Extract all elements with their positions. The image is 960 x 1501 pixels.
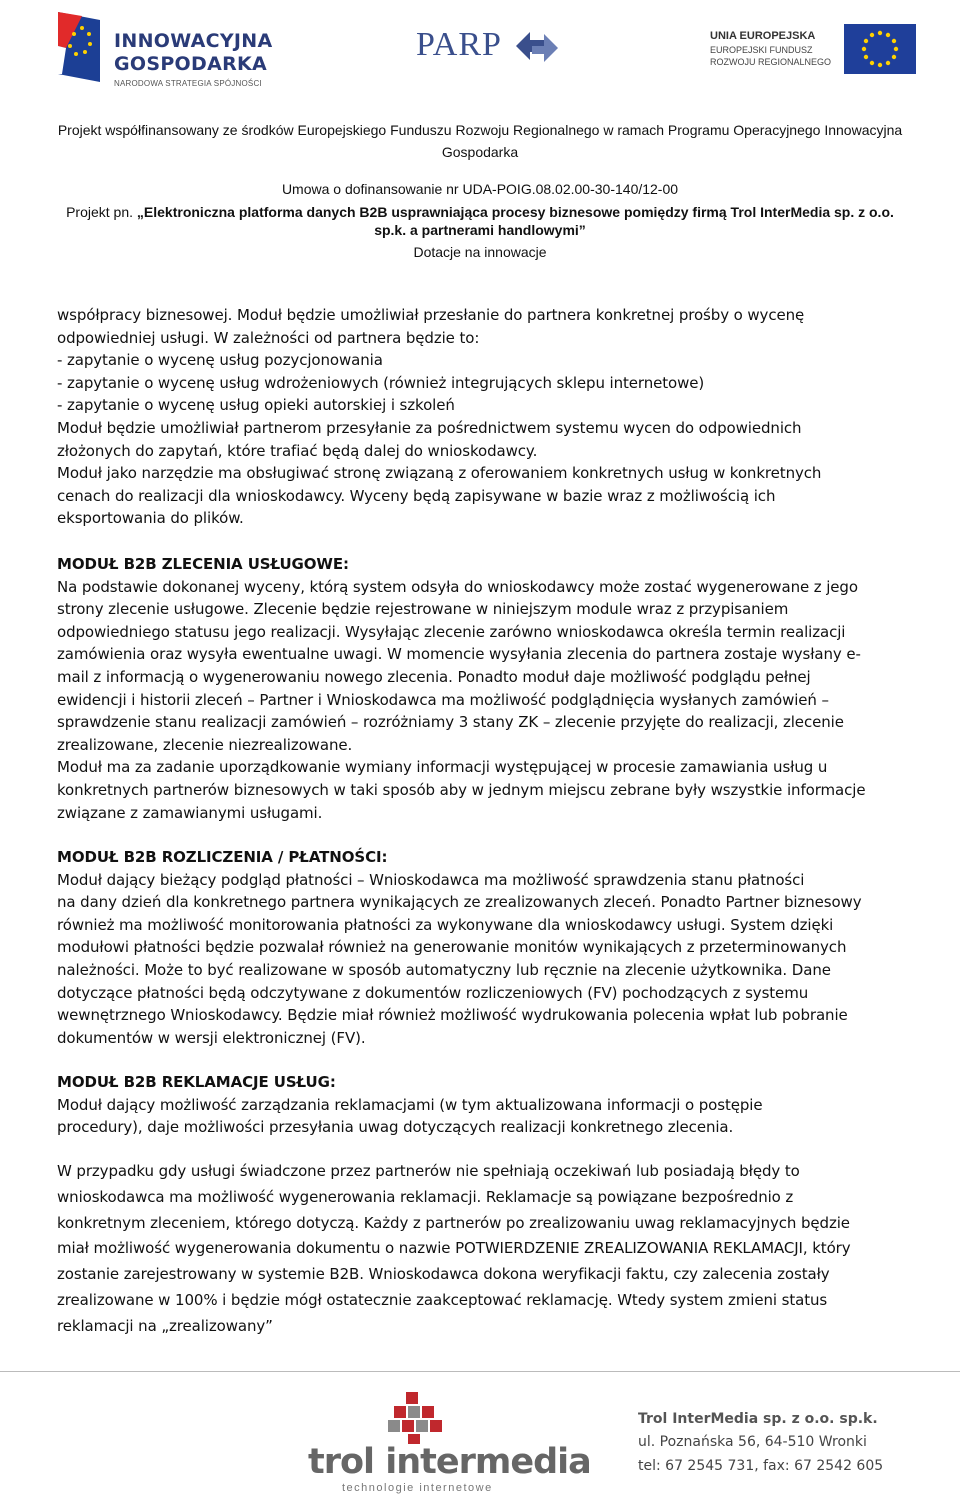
innowacyjna-flag-icon (52, 12, 100, 84)
project-name-line1 (0, 204, 960, 220)
text-line: również ma możliwość monitorowania płatności za wykonywane dla wnioskodawcy usługi. System dzięki (57, 915, 834, 934)
footer-contact: tel: 67 2545 731, fax: 67 2542 605 (638, 1458, 884, 1474)
text-line: złożonych do zapytań, które trafiać będą dalej do wnioskodawcy. (57, 441, 538, 460)
text-line: procedury), daje możliwości przesyłania uwag dotyczących realizacji konkretnego zlecenia. (57, 1118, 734, 1137)
zlecenia-heading: MODUŁ B2B ZLECENIA USŁUGOWE: (57, 555, 349, 573)
eu-line1: UNIA EUROPEJSKA (710, 30, 816, 42)
innowacyjna-line1: INNOWACYJNA (114, 30, 273, 52)
text-line: odpowiedniej usługi. W zależności od partnera będzie to: (57, 328, 480, 347)
text-line: modułowi płatności będzie pozwalał również na generowanie monitów wynikających z przeterminowanych (57, 938, 847, 957)
text-line: - zapytanie o wycenę usług wdrożeniowych (również integrujących sklepu internetowe) (57, 373, 705, 392)
text-line: - zapytanie o wycenę usług pozycjonowania (57, 351, 383, 370)
eu-logo (706, 24, 916, 80)
project-cofinancing-line1: Projekt współfinansowany ze środków Europejskiego Funduszu Rozwoju Regionalnego w ramach Programu Operacyjnego Innowacyjna (57, 122, 903, 138)
innowacyjna-line2: GOSPODARKA (114, 53, 268, 75)
project-name-line2: sp.k. a partnerami handlowymi” (374, 222, 586, 238)
text-line: eksportowania do plików. (57, 509, 244, 528)
reklamacje-heading: MODUŁ B2B REKLAMACJE USŁUG: (57, 1073, 336, 1091)
text-line: strony zlecenie usługowe. Zlecenie będzie rejestrowane w niniejszym module wraz z przypisaniem (57, 600, 789, 619)
text-line: konkretnym zleceniem, którego dotyczą. Każdy z partnerów po zrealizowaniu uwag reklamacyjnych będzie (57, 1213, 850, 1232)
project-name-prefix: Projekt pn. (66, 204, 137, 220)
text-line: Na podstawie dokonanej wyceny, którą system odsyła do wnioskodawcy może zostać wygenerowane z jego (57, 577, 858, 596)
agreement-number: Umowa o dofinansowanie nr UDA-POIG.08.02.00-30-140/12-00 (281, 181, 679, 197)
innowacyjna-line3: NARODOWA STRATEGIA SPÓJNOŚCI (114, 79, 262, 88)
text-line: dotyczące płatności będą odczytywane z dokumentów rozliczeniowych (FV) pochodzących z systemu (57, 983, 809, 1002)
text-line: Moduł dający bieżący podgląd płatności – Wnioskodawca ma możliwość sprawdzenia stanu płatności (57, 870, 805, 889)
text-line: sprawdzenie stanu realizacji zamówień – rozróżniamy 3 stany ZK – zlecenie przyjęte do realizacji, zlecenie (57, 713, 844, 732)
text-line: Moduł będzie umożliwiał partnerom przesyłanie za pośrednictwem systemu wycen do odpowiednich (57, 418, 802, 437)
footer-company: Trol InterMedia sp. z o.o. sp.k. (638, 1411, 878, 1427)
text-line: - zapytanie o wycenę usług opieki autorskiej i szkoleń (57, 396, 455, 415)
trol-logo-name: trol intermedia (308, 1442, 591, 1482)
text-line: konkretnych partnerów biznesowych w taki sposób aby w jednym miejscu zebrane były wszystkie informacje (57, 780, 866, 799)
text-line: miał możliwość wygenerowania dokumentu o nazwie POTWIERDZENIE ZREALIZOWANIA REKLAMACJI, który (57, 1239, 851, 1258)
reklamacje-section (57, 1071, 957, 1139)
footer-divider (0, 1371, 960, 1372)
text-line: W przypadku gdy usługi świadczone przez partnerów nie spełniają oczekiwań lub posiadają błędy to (57, 1162, 800, 1180)
trol-intermedia-mark-icon (384, 1392, 444, 1444)
trol-logo-tagline: technologie internetowe (342, 1482, 493, 1494)
innowacyjna-gospodarka-logo (52, 12, 292, 90)
text-line: wnioskodawca ma możliwość wygenerowania reklamacji. Reklamacje są powiązane bezpośrednio z (57, 1187, 794, 1206)
text-line: wewnętrznego Wnioskodawcy. Będzie miał również możliwość wydrukowania polecenia wpłat lub pobranie (57, 1006, 848, 1025)
footer-address: ul. Poznańska 56, 64-510 Wronki (638, 1434, 867, 1450)
text-line: współpracy biznesowej. Moduł będzie umożliwiał przesłanie do partnera konkretnej prośby o wycenę (57, 306, 805, 324)
text-line: Moduł dający możliwość zarządzania reklamacjami (w tym aktualizowana informacji o postępie (57, 1095, 763, 1114)
text-line: ewidencji i historii zleceń – Partner i Wnioskodawca ma możliwość podglądnięcia wysłanych zamówień – (57, 690, 829, 709)
text-line: odpowiedniego statusu jego realizacji. Wysyłając zlecenie zarówno wnioskodawca określa termin realizacji (57, 622, 846, 641)
eu-line3: ROZWOJU REGIONALNEGO (710, 57, 832, 67)
text-line: należności. Może to być realizowane w sposób automatyczny lub ręcznie na zlecenie użytkownika. Dane (57, 960, 831, 979)
text-line: cenach do realizacji dla wnioskodawcy. Wyceny będą zapisywane w bazie wraz z możliwością ich (57, 486, 776, 505)
text-line: zostanie zarejestrowany w systemie B2B. Wnioskodawca dokona weryfikacji faktu, czy zalecenia zostały (57, 1265, 830, 1284)
rozliczenia-section (57, 846, 957, 1049)
text-line: związane z zamawianymi usługami. (57, 803, 323, 822)
eu-line2: EUROPEJSKI FUNDUSZ (710, 45, 813, 55)
text-line: dokumentów w wersji elektronicznej (FV). (57, 1028, 366, 1047)
text-line: Moduł ma za zadanie uporządkowanie wymiany informacji występującej w procesie zamawiania usług u (57, 758, 828, 777)
parp-arrows-icon (516, 26, 558, 68)
subsidy-label: Dotacje na innowacje (413, 244, 547, 260)
text-line: zamówienia oraz wysyła ewentualne uwagi. W momencie wysyłania zlecenia do partnera zostaje wysłany e- (57, 645, 861, 664)
text-line: zrealizowane, zlecenie niezrealizowane. (57, 735, 353, 754)
project-name-title: „Elektroniczna platforma danych B2B usprawniająca procesy biznesowe pomiędzy firmą Trol InterMedia sp. z o.o. (136, 204, 894, 220)
text-line: Moduł jako narzędzie ma obsługiwać stronę związaną z oferowaniem konkretnych usług w konkretnych (57, 464, 822, 483)
reklamacje-details (57, 1159, 957, 1340)
eu-flag-icon (844, 24, 916, 74)
zlecenia-section (57, 553, 957, 824)
text-line: na dany dzień dla konkretnego partnera wynikających ze zrealizowanych zleceń. Ponadto Partner biznesowy (57, 893, 862, 912)
text-line: mail z informacją o wygenerowaniu nowego zlecenia. Ponadto moduł daje możliwość podglądu pełnej (57, 667, 811, 686)
project-cofinancing-line2: Gospodarka (441, 144, 519, 160)
rozliczenia-heading: MODUŁ B2B ROZLICZENIA / PŁATNOŚCI: (57, 848, 388, 866)
trol-intermedia-logo (306, 1390, 591, 1498)
text-line: zrealizowane w 100% i będzie mógł ostatecznie zaakceptować reklamację. Wtedy system zmieni status (57, 1290, 828, 1309)
text-line: reklamacji na „zrealizowany” (57, 1316, 273, 1335)
intro-section (57, 304, 957, 530)
parp-logo-text: PARP (416, 26, 502, 63)
parp-logo (412, 22, 562, 72)
